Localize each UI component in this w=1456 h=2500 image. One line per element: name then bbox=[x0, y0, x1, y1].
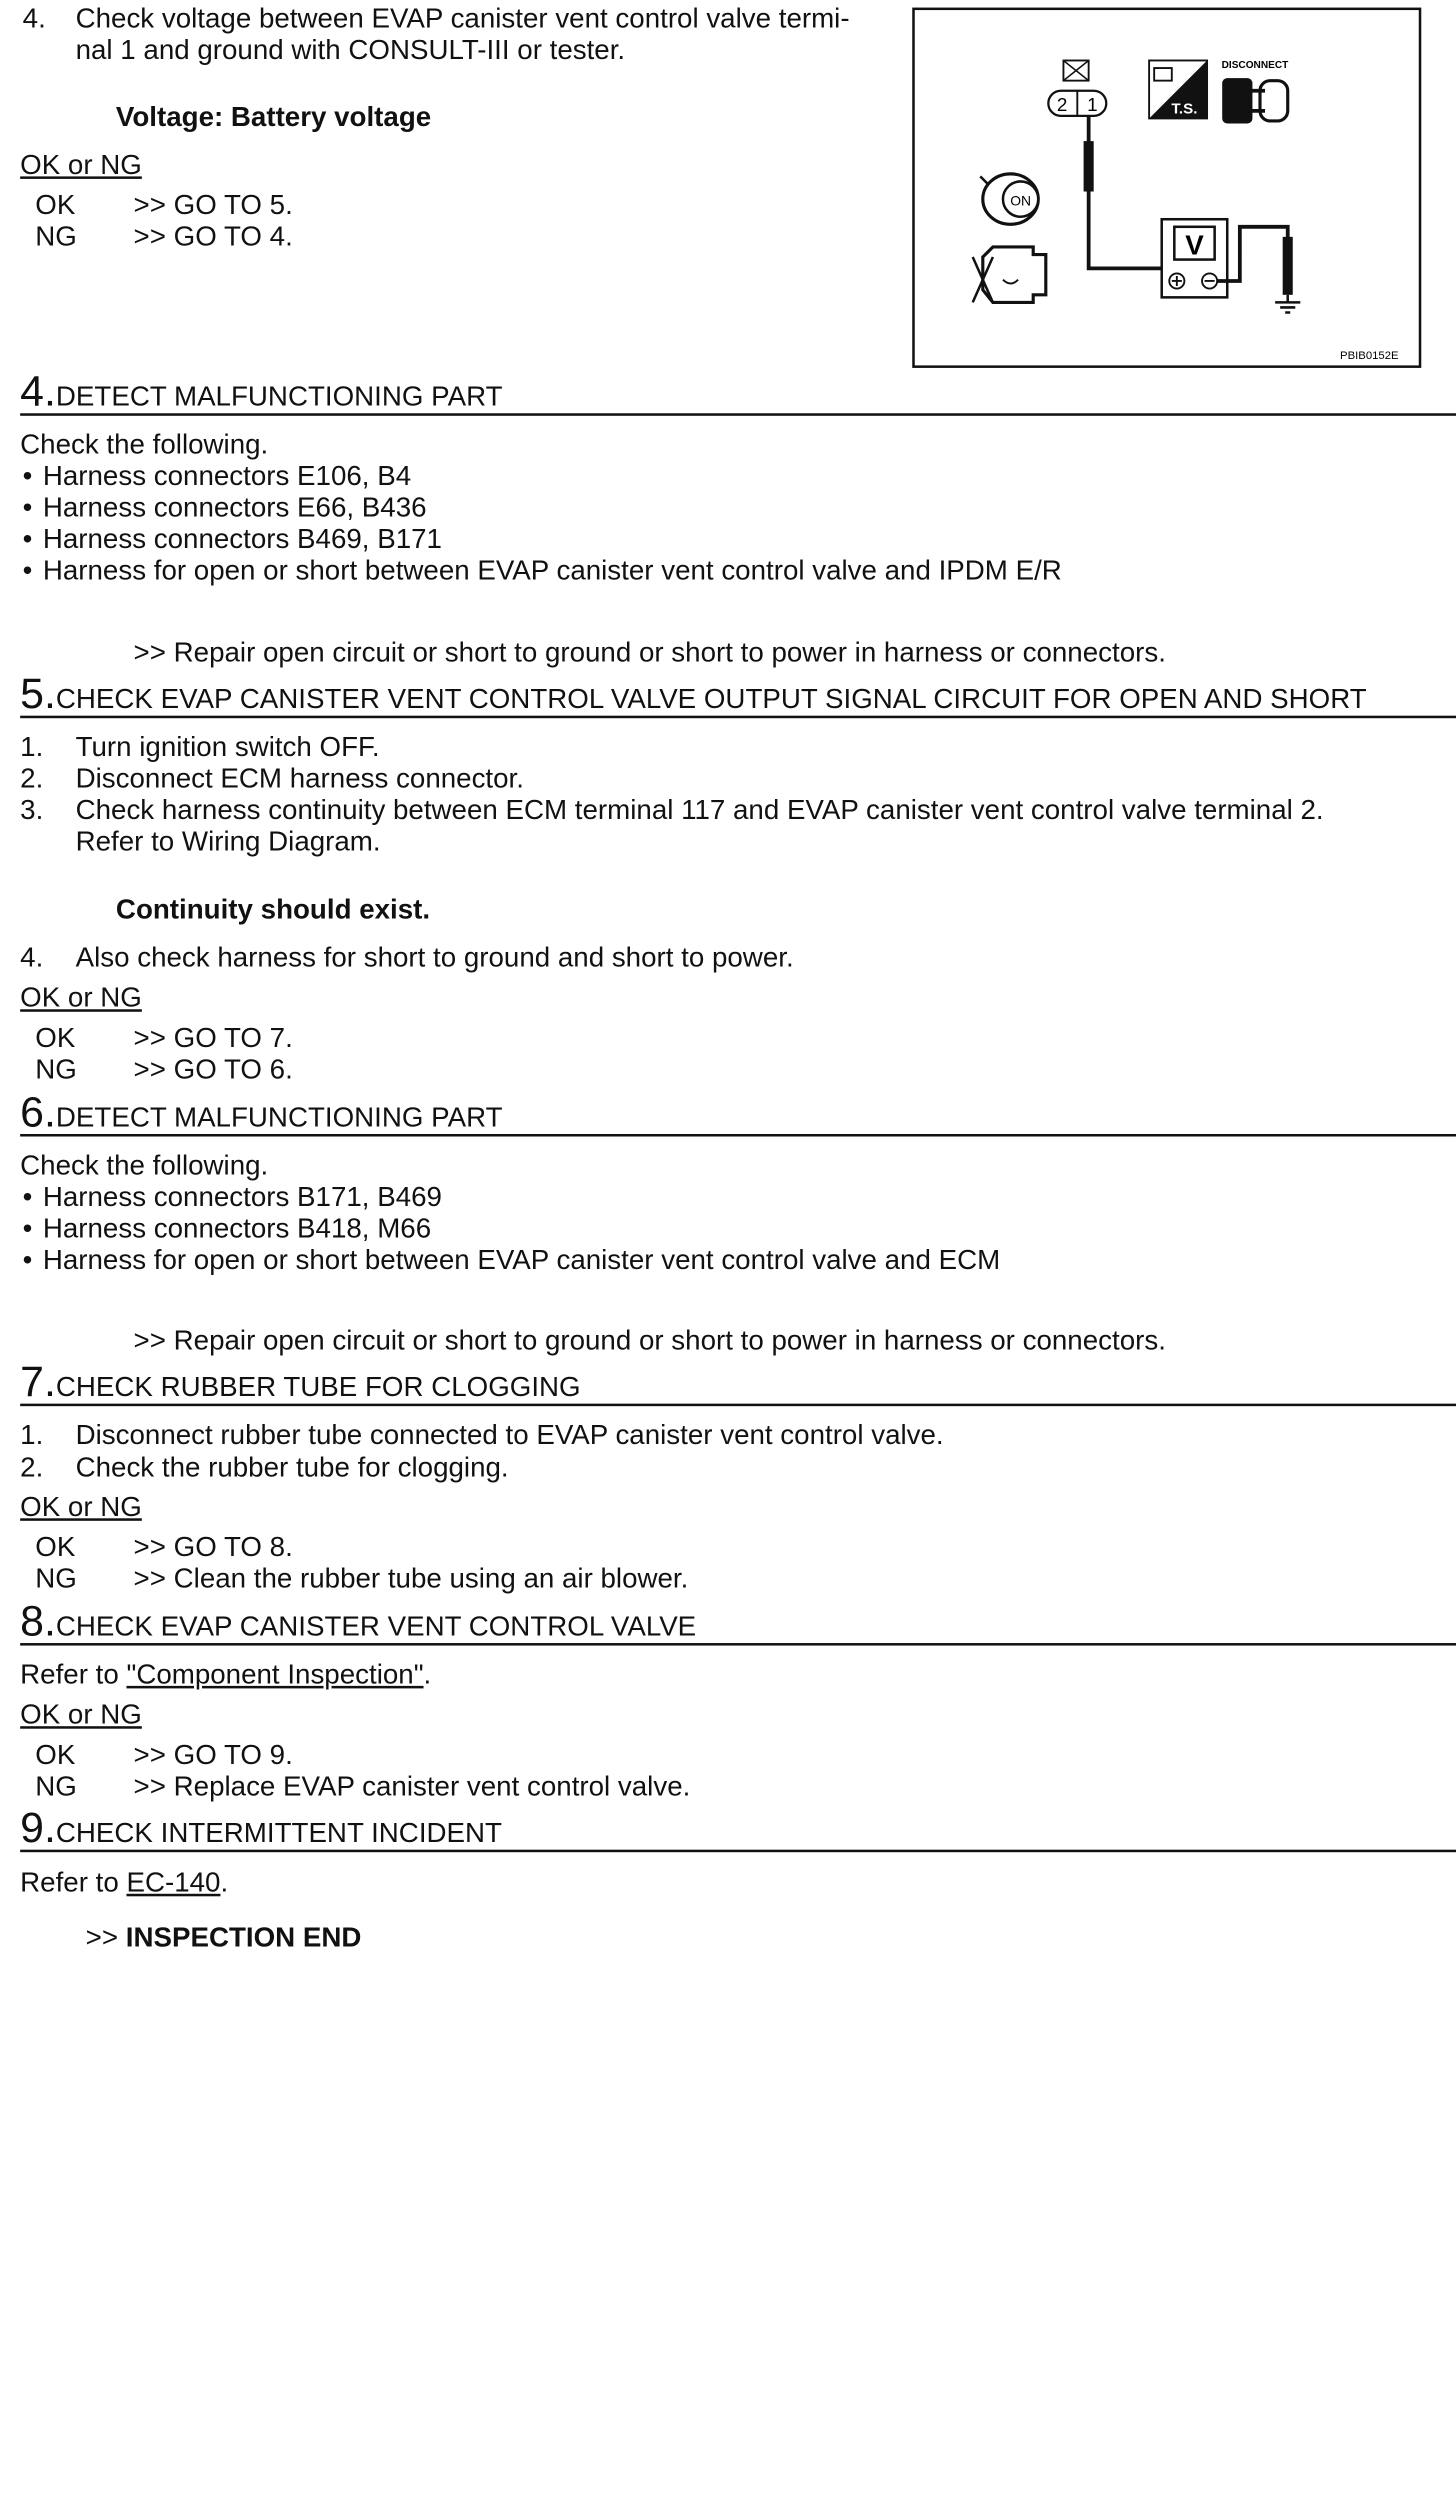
section-7-ok-or-ng: OK or NG bbox=[20, 1490, 142, 1523]
section-5-number: 5. bbox=[20, 670, 56, 719]
section-4-bullet: Harness connectors E106, B4 bbox=[42, 459, 412, 492]
voltmeter-label: V bbox=[1185, 229, 1204, 261]
section-6-title: DETECT MALFUNCTIONING PART bbox=[55, 1101, 503, 1133]
step-text: Disconnect rubber tube connected to EVAP canister vent control valve. bbox=[75, 1418, 944, 1451]
section-4-heading bbox=[20, 367, 1456, 416]
section-9-title: CHECK INTERMITTENT INCIDENT bbox=[55, 1816, 502, 1849]
step-text-continued: Refer to Wiring Diagram. bbox=[75, 825, 381, 857]
section-7-ng-label: NG bbox=[35, 1562, 77, 1594]
component-inspection-link[interactable]: "Component Inspection" bbox=[126, 1658, 424, 1690]
section-6-bullet: Harness connectors B171, B469 bbox=[42, 1180, 442, 1213]
bullet-marker: • bbox=[22, 491, 33, 523]
voltmeter-icon bbox=[1162, 219, 1228, 297]
ground-icon bbox=[1275, 295, 1300, 313]
bullet-marker: • bbox=[22, 1180, 33, 1213]
section-5-ok-label: OK bbox=[35, 1021, 76, 1054]
disconnect-icon bbox=[1222, 60, 1289, 123]
step-text: Check harness continuity between ECM terminal 117 and EVAP canister vent control valve terminal 2. bbox=[75, 793, 1324, 826]
intro-step-line2: nal 1 and ground with CONSULT-III or tester. bbox=[75, 34, 626, 66]
section-9-refer bbox=[20, 1866, 228, 1899]
section-5-ng-label: NG bbox=[35, 1053, 77, 1085]
section-7-number: 7. bbox=[20, 1358, 56, 1407]
section-5-ok-or-ng: OK or NG bbox=[20, 981, 142, 1014]
section-8-refer bbox=[20, 1658, 431, 1691]
ignition-on-label: ON bbox=[1010, 192, 1031, 209]
bullet-marker: • bbox=[22, 554, 33, 586]
section-4-intro: Check the following. bbox=[20, 428, 269, 460]
section-4-bullet: Harness for open or short between EVAP canister vent control valve and IPDM E/R bbox=[42, 554, 1062, 586]
section-8-ng-label: NG bbox=[35, 1770, 77, 1802]
bullet-marker: • bbox=[22, 522, 33, 555]
bullet-marker: • bbox=[22, 459, 33, 492]
figure-code: PBIB0152E bbox=[1340, 350, 1399, 363]
section-5-title: CHECK EVAP CANISTER VENT CONTROL VALVE OUTPUT SIGNAL CIRCUIT FOR OPEN AND SHORT bbox=[55, 682, 1367, 715]
step-number: 4. bbox=[20, 941, 44, 973]
step-text: Disconnect ECM harness connector. bbox=[75, 762, 524, 794]
refer-suffix: . bbox=[220, 1866, 229, 1898]
intro-ok-or-ng: OK or NG bbox=[20, 148, 142, 181]
bullet-marker: • bbox=[22, 1212, 33, 1244]
step-number: 2. bbox=[20, 1451, 44, 1484]
section-4-result: >> Repair open circuit or short to ground or short to power in harness or connectors. bbox=[133, 636, 1166, 668]
engine-off-icon bbox=[973, 247, 1046, 302]
intro-ng-result: >> GO TO 4. bbox=[133, 220, 293, 252]
inspection-end bbox=[86, 1922, 362, 1955]
bullet-marker: • bbox=[22, 1243, 33, 1276]
ec-140-link[interactable]: EC-140 bbox=[126, 1866, 221, 1898]
intro-ok-result: >> GO TO 5. bbox=[133, 189, 293, 221]
section-8-ok-result: >> GO TO 9. bbox=[133, 1738, 293, 1771]
ignition-on-icon bbox=[980, 174, 1038, 224]
section-4-bullet: Harness connectors B469, B171 bbox=[42, 522, 442, 555]
disconnect-label: DISCONNECT bbox=[1221, 60, 1289, 72]
section-5-heading bbox=[20, 670, 1456, 719]
section-8-title: CHECK EVAP CANISTER VENT CONTROL VALVE bbox=[55, 1610, 697, 1642]
refer-prefix: Refer to bbox=[20, 1866, 127, 1898]
step-number: 2. bbox=[20, 762, 44, 794]
connector-icon bbox=[1048, 60, 1106, 115]
voltage-check-figure bbox=[912, 8, 1421, 368]
step-number: 1. bbox=[20, 730, 44, 763]
section-8-heading bbox=[20, 1597, 1456, 1646]
intro-step-line1: Check voltage between EVAP canister vent control valve termi- bbox=[75, 2, 850, 35]
section-7-title: CHECK RUBBER TUBE FOR CLOGGING bbox=[55, 1370, 581, 1403]
section-8-number: 8. bbox=[20, 1597, 56, 1646]
inspection-end-text: INSPECTION END bbox=[125, 1921, 362, 1953]
intro-ok-label: OK bbox=[35, 189, 76, 221]
section-4-number: 4. bbox=[20, 367, 56, 416]
refer-suffix: . bbox=[423, 1658, 432, 1690]
step-text: Check the rubber tube for clogging. bbox=[75, 1451, 509, 1484]
test-signal-icon bbox=[1149, 60, 1207, 118]
section-8-ok-label: OK bbox=[35, 1738, 76, 1771]
section-7-ok-result: >> GO TO 8. bbox=[133, 1530, 293, 1563]
pin-1-label: 1 bbox=[1087, 94, 1098, 116]
section-6-heading bbox=[20, 1088, 1456, 1137]
section-7-heading bbox=[20, 1358, 1456, 1407]
inspection-end-arrow: >> bbox=[85, 1921, 126, 1953]
refer-prefix: Refer to bbox=[20, 1658, 127, 1690]
ground-probe-icon bbox=[1283, 237, 1293, 295]
section-7-ok-label: OK bbox=[35, 1530, 76, 1563]
step-text: Also check harness for short to ground and short to power. bbox=[75, 941, 794, 973]
probe-wire-positive bbox=[1089, 116, 1165, 268]
probe-tip-icon bbox=[1084, 141, 1094, 191]
section-5-ng-result: >> GO TO 6. bbox=[133, 1053, 293, 1085]
ts-label: T.S. bbox=[1171, 100, 1198, 118]
section-4-title: DETECT MALFUNCTIONING PART bbox=[55, 380, 503, 413]
section-7-ng-result: >> Clean the rubber tube using an air blower. bbox=[133, 1562, 689, 1594]
section-6-bullet: Harness connectors B418, M66 bbox=[42, 1212, 432, 1244]
section-6-number: 6. bbox=[20, 1088, 56, 1137]
wiring-diagram bbox=[915, 10, 1419, 365]
intro-step-number: 4. bbox=[22, 2, 46, 35]
step-number: 1. bbox=[20, 1418, 44, 1451]
section-8-ng-result: >> Replace EVAP canister vent control valve. bbox=[133, 1770, 691, 1802]
intro-spec: Voltage: Battery voltage bbox=[115, 100, 432, 133]
intro-ng-label: NG bbox=[35, 220, 77, 252]
section-9-heading bbox=[20, 1804, 1456, 1853]
step-number: 3. bbox=[20, 793, 44, 826]
section-4-bullet: Harness connectors E66, B436 bbox=[42, 491, 427, 523]
section-5-ok-result: >> GO TO 7. bbox=[133, 1021, 293, 1054]
pin-2-label: 2 bbox=[1056, 94, 1068, 116]
section-6-result: >> Repair open circuit or short to ground or short to power in harness or connectors. bbox=[133, 1324, 1166, 1356]
section-8-ok-or-ng: OK or NG bbox=[20, 1698, 142, 1730]
section-6-intro: Check the following. bbox=[20, 1149, 269, 1181]
section-9-number: 9. bbox=[20, 1804, 56, 1853]
section-6-bullet: Harness for open or short between EVAP canister vent control valve and ECM bbox=[42, 1243, 1001, 1276]
step-text: Turn ignition switch OFF. bbox=[75, 730, 380, 763]
section-5-spec: Continuity should exist. bbox=[115, 893, 431, 925]
